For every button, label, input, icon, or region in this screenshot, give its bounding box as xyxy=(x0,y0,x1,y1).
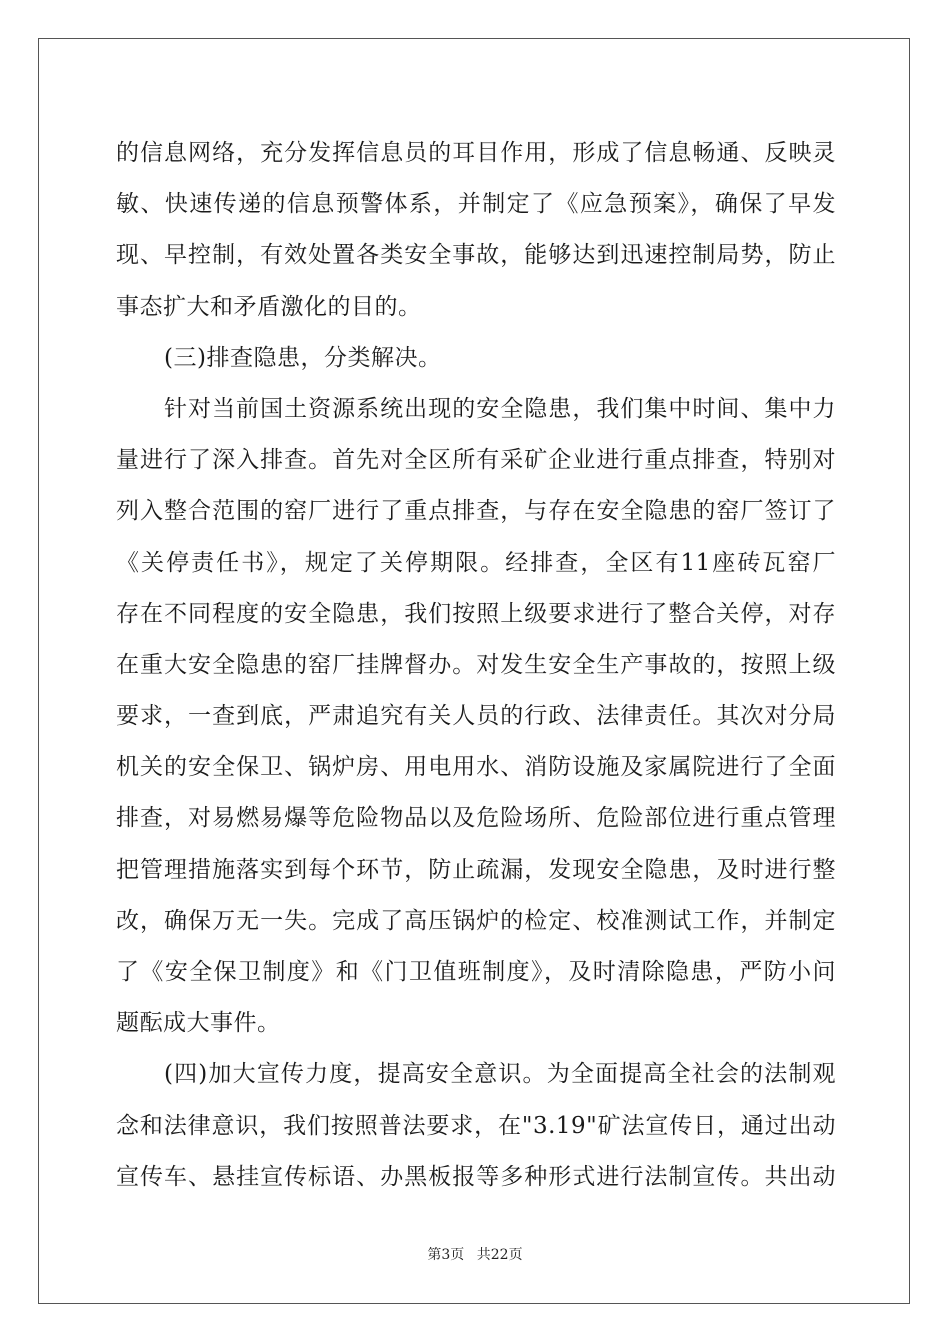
text-line: 要求，一查到底，严肃追究有关人员的行政、法律责任。其次对分局 xyxy=(116,703,836,730)
text-line: 题酝成大事件。 xyxy=(116,1010,281,1037)
text-line: 宣传车、悬挂宣传标语、办黑板报等多种形式进行法制宣传。共出动 xyxy=(116,1163,836,1190)
text-line: 在重大安全隐患的窑厂挂牌督办。对发生安全生产事故的，按照上级 xyxy=(116,651,836,678)
text-line: 列入整合范围的窑厂进行了重点排查，与存在安全隐患的窑厂签订了 xyxy=(116,498,836,525)
document-body xyxy=(116,128,836,1203)
text-line: 把管理措施落实到每个环节，防止疏漏，发现安全隐患，及时进行整 xyxy=(116,856,836,883)
text-line: 《关停责任书》，规定了关停期限。经排查，全区有11座砖瓦窑厂 xyxy=(116,549,836,576)
section-heading: (四)加大宣传力度，提高安全意识。为全面提高全社会的法制观 xyxy=(164,1061,836,1088)
text-line: 针对当前国土资源系统出现的安全隐患，我们集中时间、集中力 xyxy=(164,395,836,422)
text-line: 现、早控制，有效处置各类安全事故，能够达到迅速控制局势，防止 xyxy=(116,242,836,269)
text-line: 量进行了深入排查。首先对全区所有采矿企业进行重点排查，特别对 xyxy=(116,447,836,474)
current-page-number: 第3页 xyxy=(427,1247,465,1263)
text-line: 改，确保万无一失。完成了高压锅炉的检定、校准测试工作，并制定 xyxy=(116,907,836,934)
total-page-count: 共22页 xyxy=(476,1247,523,1263)
text-line: 机关的安全保卫、锅炉房、用电用水、消防设施及家属院进行了全面 xyxy=(116,754,836,781)
text-line: 了《安全保卫制度》和《门卫值班制度》，及时清除隐患，严防小问 xyxy=(116,959,836,985)
page-footer xyxy=(0,1244,950,1264)
text-line: 存在不同程度的安全隐患，我们按照上级要求进行了整合关停，对存 xyxy=(116,600,836,627)
text-line: 排查，对易燃易爆等危险物品以及危险场所、危险部位进行重点管理 xyxy=(116,805,836,832)
text-line: 敏、快速传递的信息预警体系，并制定了《应急预案》，确保了早发 xyxy=(116,191,836,218)
text-line: 事态扩大和矛盾激化的目的。 xyxy=(116,293,422,320)
text-line: 念和法律意识，我们按照普法要求，在"3.19"矿法宣传日，通过出动 xyxy=(116,1112,836,1139)
text-line: 的信息网络，充分发挥信息员的耳目作用，形成了信息畅通、反映灵 xyxy=(116,140,836,166)
section-heading: (三)排查隐患，分类解决。 xyxy=(164,344,442,371)
